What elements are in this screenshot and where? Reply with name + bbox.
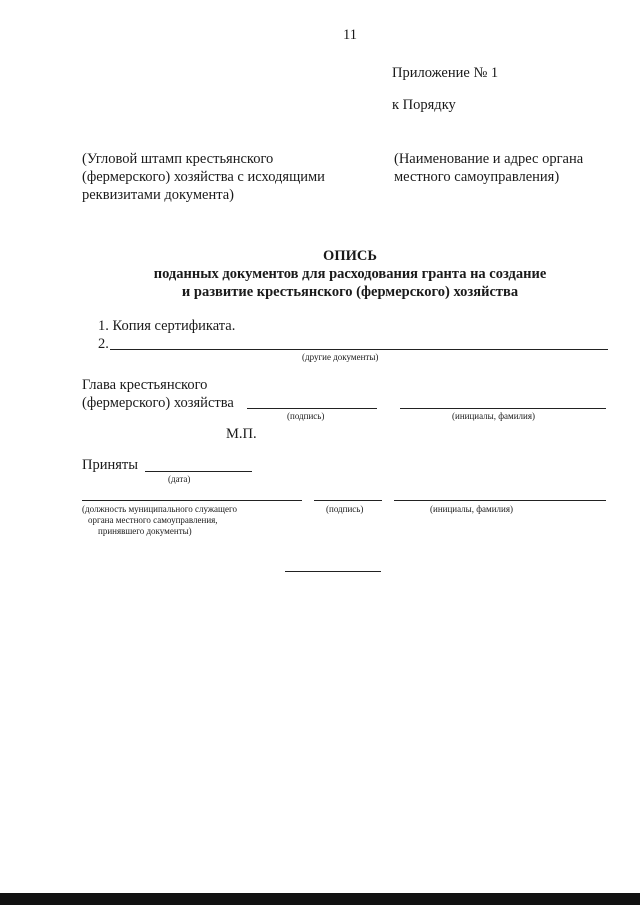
- item-2-line: [110, 349, 608, 350]
- stamp-line-2: (фермерского) хозяйства с исходящими: [82, 169, 325, 185]
- item-2-caption: (другие документы): [302, 352, 379, 362]
- head-signature-caption: (подпись): [287, 411, 325, 421]
- official-position-caption-3: принявшего документы): [98, 526, 192, 536]
- document-title: ОПИСЬ: [323, 248, 377, 264]
- head-initials-line: [400, 408, 606, 409]
- official-initials-line: [394, 500, 606, 501]
- head-line-2: (фермерского) хозяйства: [82, 395, 234, 411]
- head-signature-line: [247, 408, 377, 409]
- head-line-1: Глава крестьянского: [82, 377, 208, 393]
- official-position-caption-1: (должность муниципального служащего: [82, 504, 237, 514]
- accepted-date-caption: (дата): [168, 474, 191, 484]
- item-2-number: 2.: [98, 336, 109, 352]
- accepted-label: Приняты: [82, 457, 138, 473]
- official-position-caption-2: органа местного самоуправления,: [88, 515, 218, 525]
- item-1: 1. Копия сертификата.: [98, 318, 236, 334]
- addressee-line-1: (Наименование и адрес органа: [394, 151, 584, 167]
- document-subtitle-1: поданных документов для расходования гранта на создание: [153, 266, 547, 282]
- seal-mark: М.П.: [226, 426, 257, 442]
- page-number: 11: [343, 27, 357, 43]
- official-signature-caption: (подпись): [326, 504, 364, 514]
- stamp-line-1: (Угловой штамп крестьянского: [82, 151, 274, 167]
- official-initials-caption: (инициалы, фамилия): [430, 504, 513, 514]
- document-subtitle-2: и развитие крестьянского (фермерского) хозяйства: [181, 284, 519, 300]
- closing-separator: [285, 571, 381, 572]
- appendix-order: к Порядку: [392, 97, 456, 113]
- appendix-title: Приложение № 1: [392, 65, 499, 81]
- stamp-line-3: реквизитами документа): [82, 187, 235, 203]
- addressee-line-2: местного самоуправления): [394, 169, 560, 185]
- official-position-line: [82, 500, 302, 501]
- scan-bottom-edge: [0, 893, 640, 905]
- accepted-date-line: [145, 471, 252, 472]
- head-initials-caption: (инициалы, фамилия): [452, 411, 535, 421]
- official-signature-line: [314, 500, 382, 501]
